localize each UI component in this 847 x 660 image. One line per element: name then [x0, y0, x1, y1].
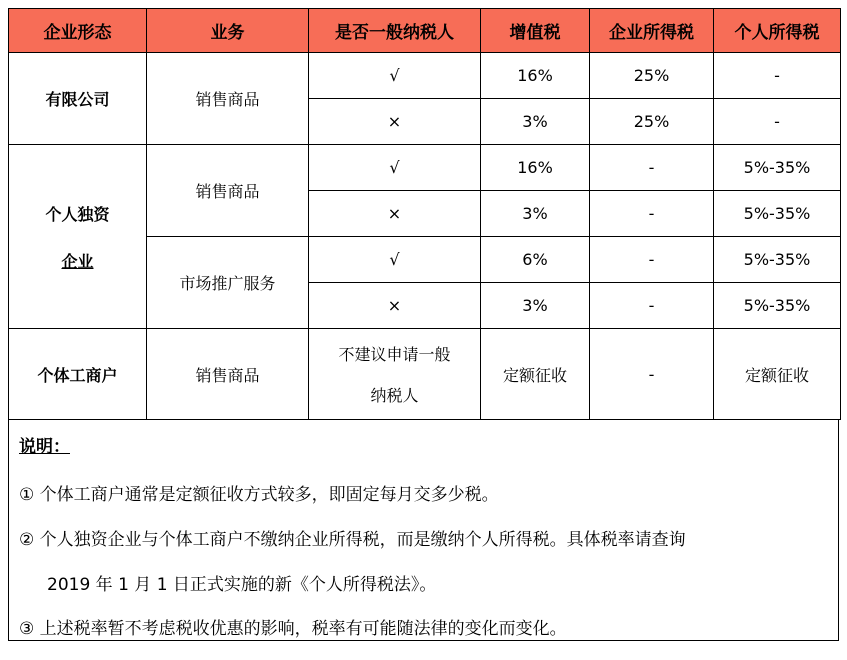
table-row — [9, 329, 841, 420]
note-item: ② 个人独资企业与个体工商户不缴纳企业所得税，而是缴纳个人所得税。具体税率请查询 — [19, 530, 686, 550]
general-cell: × — [309, 191, 481, 237]
vat-cell: 3% — [481, 283, 590, 329]
general-line: 不建议申请一般 — [338, 345, 451, 364]
cit-cell: 25% — [590, 99, 714, 145]
vat-cell: 3% — [481, 99, 590, 145]
general-cell: √ — [309, 145, 481, 191]
general-cell: √ — [309, 237, 481, 283]
cit-cell: - — [590, 145, 714, 191]
form-line: 企业 — [61, 251, 94, 271]
iit-cell: 5%-35% — [714, 237, 841, 283]
vat-cell: 定额征收 — [481, 329, 590, 420]
general-cell — [309, 329, 481, 420]
vat-cell: 16% — [481, 145, 590, 191]
header-cell: 业务 — [147, 9, 309, 53]
header-cell: 企业形态 — [9, 9, 147, 53]
cit-cell: 25% — [590, 53, 714, 99]
header-cell: 增值税 — [481, 9, 590, 53]
vat-cell: 6% — [481, 237, 590, 283]
cit-cell: - — [590, 191, 714, 237]
iit-cell: 5%-35% — [714, 191, 841, 237]
form-line: 个人独资 — [45, 204, 110, 224]
iit-cell: 5%-35% — [714, 145, 841, 191]
form-cell: 个体工商户 — [9, 329, 147, 420]
general-cell: × — [309, 283, 481, 329]
business-cell: 销售商品 — [147, 145, 309, 237]
notes-panel — [8, 420, 839, 641]
header-cell: 是否一般纳税人 — [309, 9, 481, 53]
header-cell: 企业所得税 — [590, 9, 714, 53]
header-cell: 个人所得税 — [714, 9, 841, 53]
cit-cell: - — [590, 237, 714, 283]
general-cell: √ — [309, 53, 481, 99]
iit-cell: 5%-35% — [714, 283, 841, 329]
iit-cell: - — [714, 53, 841, 99]
form-cell: 有限公司 — [9, 53, 147, 145]
note-item: ③ 上述税率暂不考虑税收优惠的影响，税率有可能随法律的变化而变化。 — [19, 619, 567, 639]
vat-cell: 3% — [481, 191, 590, 237]
general-line: 纳税人 — [370, 386, 419, 405]
business-cell: 销售商品 — [147, 53, 309, 145]
table-row — [9, 145, 841, 191]
iit-cell: - — [714, 99, 841, 145]
notes-title: 说明： — [19, 437, 70, 457]
business-cell: 市场推广服务 — [147, 237, 309, 329]
note-item-continued: 2019 年 1 月 1 日正式实施的新《个人所得税法》。 — [47, 575, 437, 595]
business-cell: 销售商品 — [147, 329, 309, 420]
cit-cell: - — [590, 283, 714, 329]
cit-cell: - — [590, 329, 714, 420]
form-cell — [9, 145, 147, 329]
vat-cell: 16% — [481, 53, 590, 99]
table-header-row — [9, 9, 841, 53]
table-row — [9, 53, 841, 99]
tax-table — [8, 8, 841, 420]
general-cell: × — [309, 99, 481, 145]
tax-comparison — [8, 8, 840, 641]
iit-cell: 定额征收 — [714, 329, 841, 420]
note-item: ① 个体工商户通常是定额征收方式较多，即固定每月交多少税。 — [19, 485, 499, 505]
